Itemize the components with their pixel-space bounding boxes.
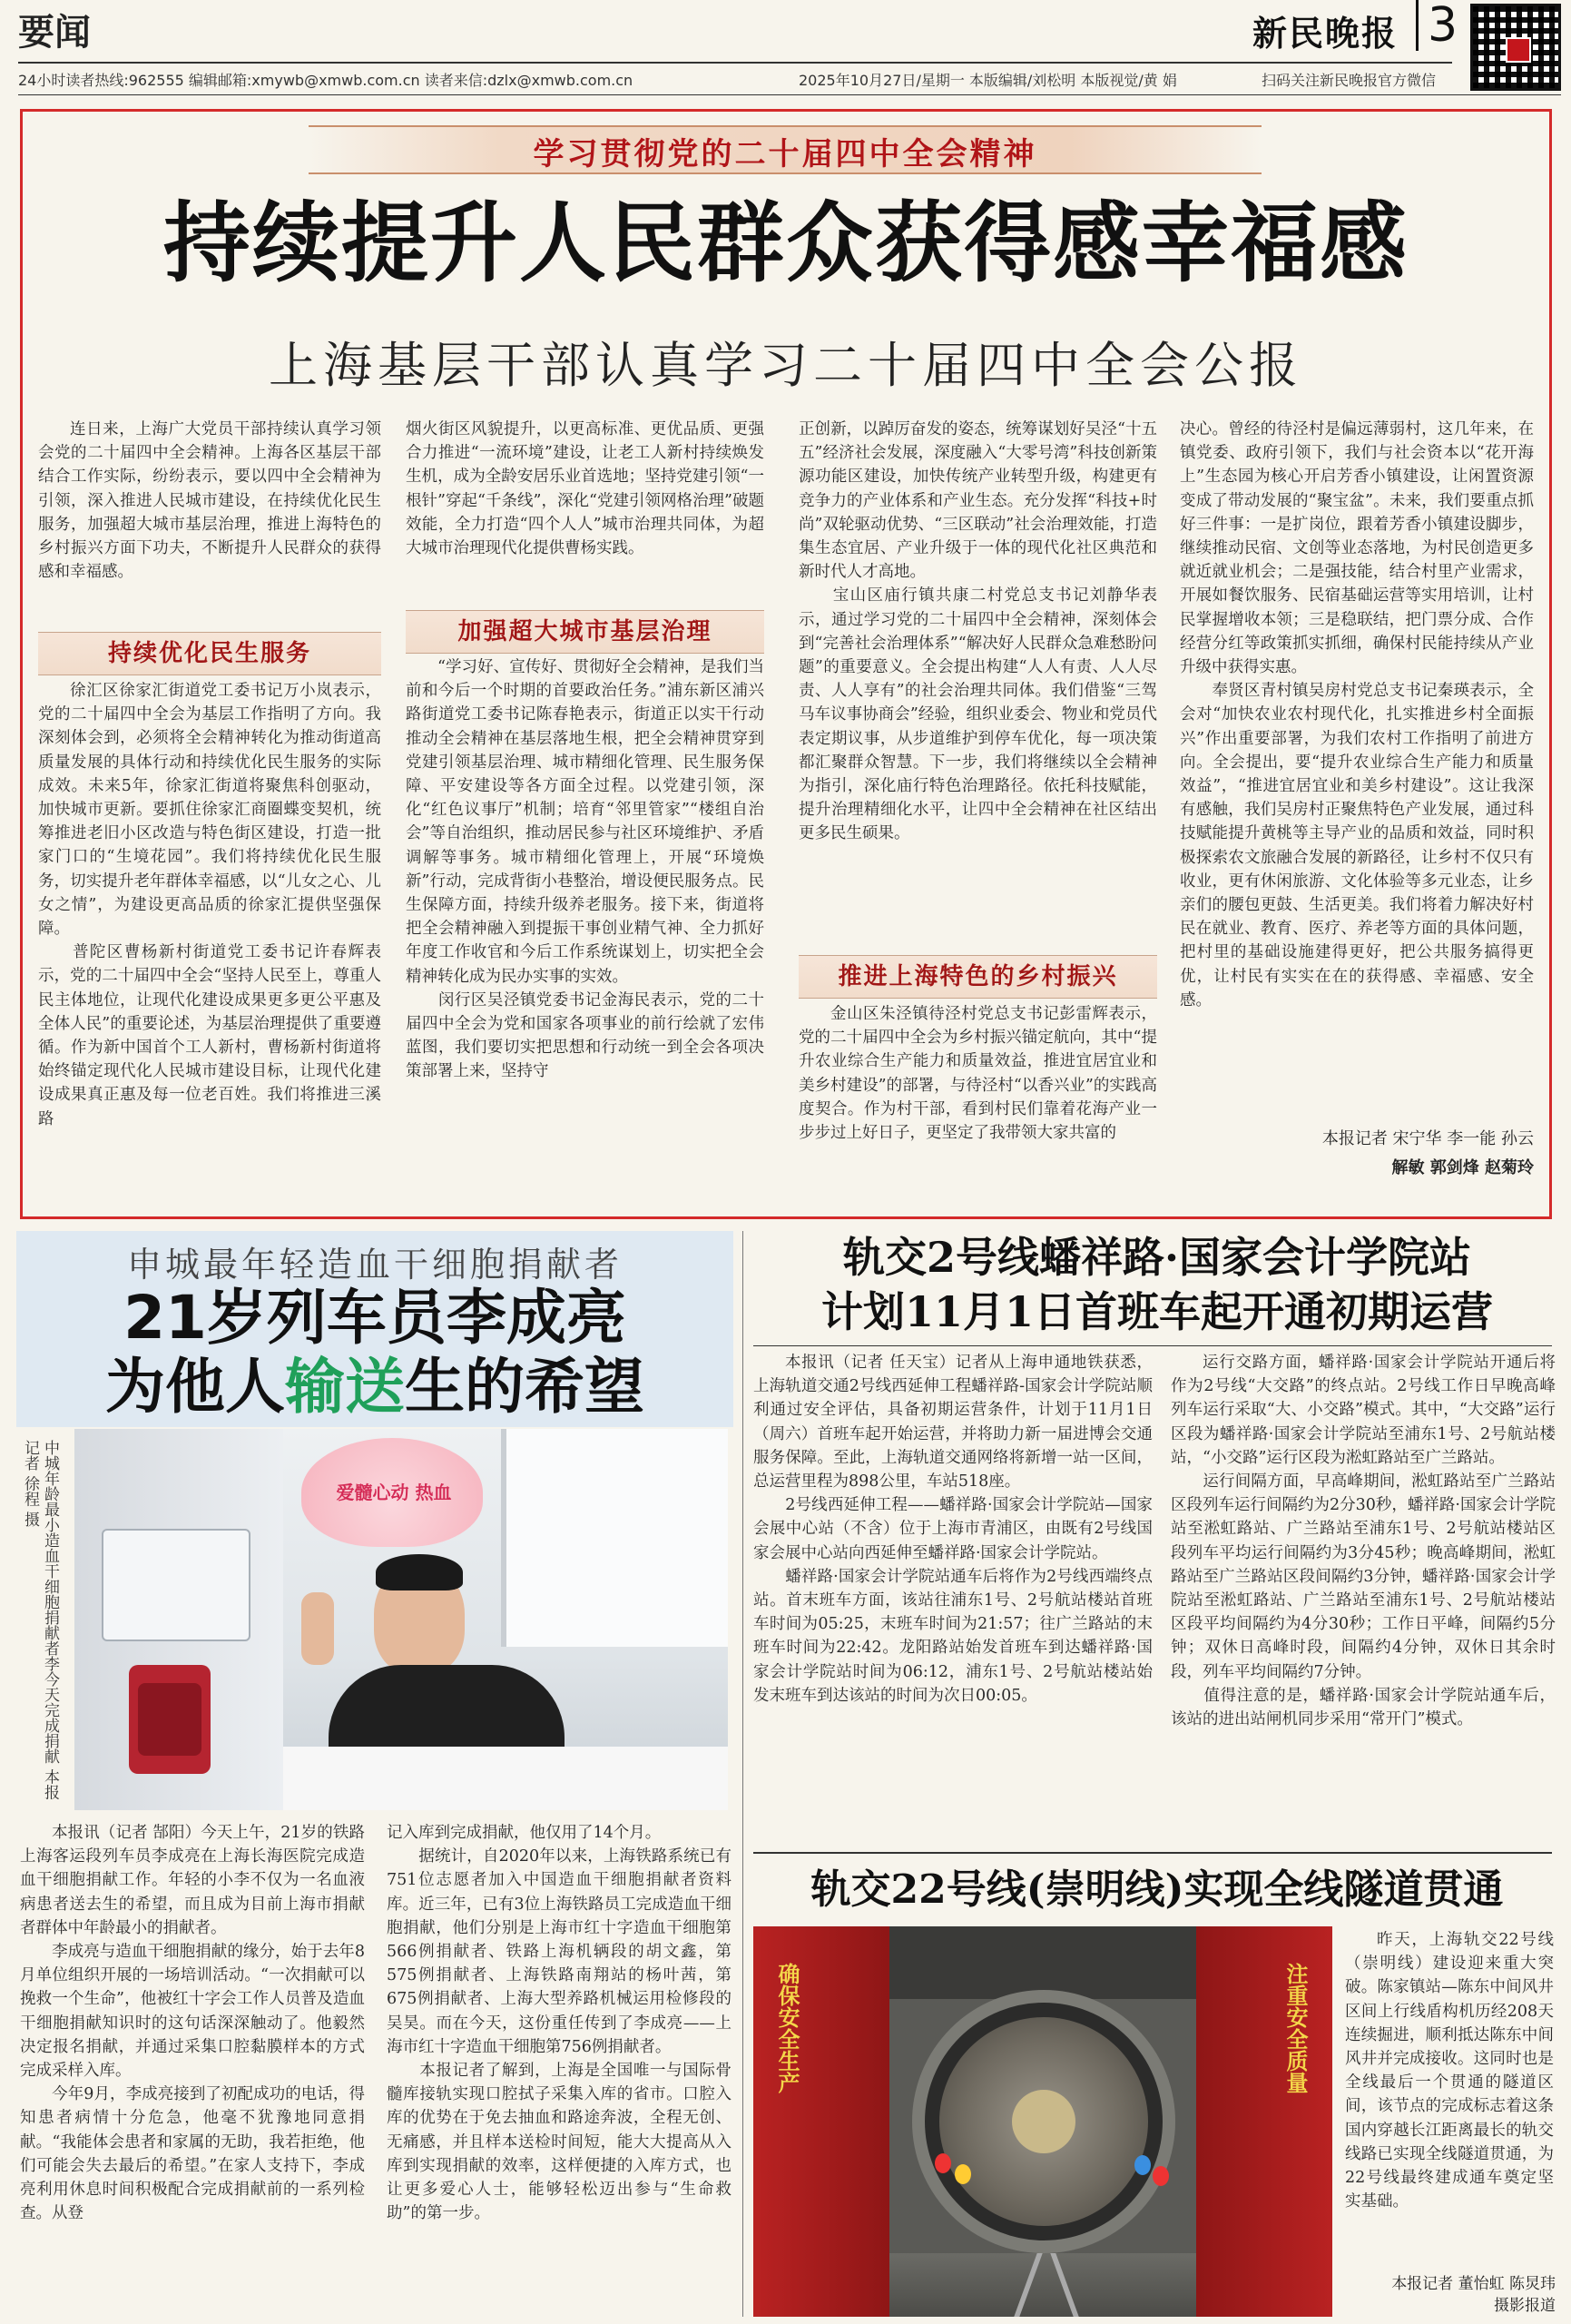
tunnel-photo (753, 1926, 1332, 2317)
lead-col4-body: 决心。曾经的待泾村是偏远薄弱村，这几年来，在镇党委、政府引领下，我们与社会资本以“花开海上”生态园为核心开启芳香小镇建设，让闲置资源变成了带动发展的“聚宝盆”。未来，我们要重点抓好三件事：一是扩岗位，跟着芳香小镇建设脚步，继续推动民宿、文创等业态落地，为村民创造更多就近就业机会；二是强技能，结合村里产业需求，开展如餐饮服务、民宿基础运营等实用培训，让村民掌握增收本领；三是稳联结，把门票分成、合作经营分红等政策抓实抓细，确保村民能持续从产业升级中获得实惠。 奉贤区青村镇吴房村党总支书记秦瑛表示，全会对“加快农业农村现代化，扎实推进乡村全面振兴”作出重要部署，为我们农村工作指明了前进方向。全会提出，要“提升农业综合生产能力和质量效益”，“推进宜居宜业和美乡村建设”。这让我深有感触，我们吴房村正聚焦特色产业发展，通过科技赋能提升黄桃等主导产业的品质和效益，同时积极探索农文旅融合发展的新路径，让乡村不仅只有收业，更有休闲旅游、文化体验等多元业态，让乡亲们的腰包更鼓、生活更美。我们将着力解决好村民在就业、教育、医疗、养老等方面的具体问题，把村里的基础设施建得更好，把公共服务搞得更优，让村民有实实在在的获得感、幸福感、安全感。 (1180, 420, 1534, 1009)
section-title: 要闻 (18, 12, 91, 54)
story2-col2: 记入库到完成捐献，他仅用了14个月。 据统计，自2020年以来，上海铁路系统已有751位志愿者加入中国造血干细胞捐献者资料库。近三年，已有3位上海铁路员工完成造血干细胞捐献，他们分别是上海市红十字造血干细胞第566例捐献者、铁路上海机辆段的胡文鑫，第575例捐献者、上海铁路南翔站的杨叶茜，第675例捐献者、上海大型养路机械运用检修段的吴昊。而在今天，这份重任传到了李成亮——上海市红十字造血干细胞第756例捐献者。 本报记者了解到，上海是全国唯一与国际骨髓库接轨实现口腔拭子采集入库的省市。口腔入库的优势在于免去抽血和路途奔波，全程无创、无痛感，并且样本送检时间短，能大大提高从入库到实现捐献的效率，这样便捷的入库方式，也让更多爱心人士，能够轻松迈出参与“生命救助”的第一步。 (387, 1824, 731, 2223)
story3-headline-2: 计划11月1日首班车起开通初期运营 (820, 1287, 1494, 1336)
story4-credit: 摄影报道 (1494, 2297, 1556, 2315)
story3-headline-1: 轨交2号线蟠祥路·国家会计学院站 (842, 1233, 1472, 1282)
lead-kicker: 学习贯彻党的二十届四中全会精神 (533, 136, 1037, 172)
wall-text-right: 注重安全质量 (1282, 1963, 1308, 2093)
lead-col1-intro: 连日来，上海广大党员干部持续认真学习领会党的二十届四中全会精神。上海各区基层干部结合工作实际，纷纷表示，要以四中全会精神为引领，深入推进人民城市建设，在持续优化民生服务，加强超大城市基层治理，推进上海特色的乡村振兴方面下功夫，不断提升人民群众的获得感和幸福感。 (38, 420, 381, 582)
lead-col2-body: “学习好、宣传好、贯彻好全会精神，是我们当前和今后一个时期的首要政治任务。”浦东新区浦兴路街道党工委书记陈春艳表示，街道正以实干行动推动全会精神在基层落地生根，把全会精神贯穿到党建引领基层治理、城市精细化管理、民生服务保障、平安建设等各方面全过程。以党建引领，深化“红色议事厅”机制；培育“邻里管家”“楼组自治会”等自治组织，推动居民参与社区环境维护、矛盾调解等事务。城市精细化管理上，开展“环境焕新”行动，完成背街小巷整治，增设便民服务点。民生保障方面，持续升级养老服务。接下来，街道将把全会精神融入到提振干事创业精气神、全力抓好年度工作收官和今后工作系统谋划上，切实把全会精神转化成为民办实事的实效。 闵行区吴泾镇党委书记金海民表示，党的二十届四中全会为党和国家各项事业的前行绘就了宏伟蓝图，我们要切实把思想和行动统一到全会各项决策部署上来，坚持守 (406, 658, 764, 1081)
story4-text: 昨天，上海轨交22号线（崇明线）建设迎来重大突破。陈家镇站—陈东中间风井区间上行线盾构机历经208天连续掘进，顺利抵达陈东中间风井并完成接收。这同时也是全线最后一个贯通的隧道区间，该节点的完成标志着这条国内穿越长江距离最长的轨交线路已实现全线隧道贯通，为22号线最终建成通车奠定坚实基础。 (1345, 1931, 1554, 2211)
headline-highlight: 输送 (285, 1352, 405, 1422)
story3-col1: 本报讯（记者 任天宝）记者从上海申通地铁获悉，上海轨道交通2号线西延伸工程蟠祥路-国家会计学院站顺利通过安全评估，具备初期运营条件，计划于11月1日（周六）首班车起开始运营，并将助力新一届进博会交通服务保障。至此，上海轨道交通网络将新增一站一区间，总运营里程为898公里，车站518座。 2号线西延伸工程——蟠祥路·国家会计学院站—国家会展中心站（不含）位于上海市青浦区，由既有2号线国家会展中心站向西延伸至蟠祥路·国家会计学院站。 蟠祥路·国家会计学院站通车后将作为2号线西端终点站。首末班车方面，该站往浦东1号、2号航站楼站首班车时间为05:25，末班车时间为21:57；往广兰路站的末班车时间为22:42。龙阳路站始发首班车到达蟠祥路·国家会计学院站时间为06:12，浦东1号、2号航站楼站始发末班车到达该站的时间为次日00:05。 (753, 1354, 1153, 1705)
date-editors: 2025年10月27日/星期一 本版编辑/刘松明 本版视觉/黄 娟 (799, 72, 1177, 89)
donor-photo (74, 1429, 728, 1810)
headline-part-c: 生的希望 (405, 1352, 644, 1422)
qr-code-icon (1470, 4, 1561, 91)
page-number: 3 (1416, 0, 1458, 51)
balloon-text: 爱髓心动 热血 (336, 1482, 452, 1503)
lead-subheading-3: 推进上海特色的乡村振兴 (799, 955, 1157, 999)
lead-subhead: 上海基层干部认真学习二十届四中全会公报 (269, 337, 1303, 394)
lead-col2-intro: 烟火街区风貌提升，以更高标准、更优品质、更强合力推进“一流环境”建设，让老工人新村持续焕发生机，成为全龄安居乐业首选地；坚持党建引领“一根针”穿起“千条线”，深化“党建引领网格治理”破题效能，全力打造“四个人人”城市治理共同体，为超大城市治理现代化提供曹杨实践。 (406, 420, 764, 558)
lead-byline-1: 本报记者 宋宁华 李一能 孙云 (1321, 1129, 1534, 1148)
lead-col3-intro: 正创新，以踔厉奋发的姿态，统筹谋划好吴泾“十五五”经济社会发展，深度融入“大零号湾”科技创新策源功能区建设，加快传统产业转型升级，构建更有竞争力的产业体系和产业生态。充分发挥“科技+时尚”双轮驱动优势、“三区联动”社会治理效能，打造集生态宜居、产业升级于一体的现代化社区典范和新时代人才高地。 宝山区庙行镇共康二村党总支书记刘静华表示，通过学习党的二十届四中全会精神，深刻体会到“完善社会治理体系”“解决好人民群众急难愁盼问题”的重要意义。全会提出构建“人人有责、人人尽责、人人享有”的社会治理共同体。我们借鉴“三驾马车议事协商会”经验，组织业委会、物业和党员代表定期议事，从步道维护到停车优化，每一项决策都汇聚群众智慧。下一步，我们将继续以全会精神为指引，深化庙行特色治理路径。依托科技赋能，提升治理精细化水平，让四中全会精神在社区结出更多民生硕果。 (799, 420, 1157, 843)
story2-col1: 本报讯（记者 郜阳）今天上午，21岁的铁路上海客运段列车员李成亮在上海长海医院完成造血干细胞捐献工作。年轻的小李不仅为一名血液病患者送去生的希望，而且成为目前上海市捐献者群体中年龄最小的捐献者。 李成亮与造血干细胞捐献的缘分，始于去年8月单位组织开展的一场培训活动。“一次捐献可以挽救一个生命”，他被红十字会工作人员普及造血干细胞捐献知识时的这句话深深触动了。他毅然决定报名捐献，并通过采集口腔黏膜样本的方式完成采样入库。 今年9月，李成亮接到了初配成功的电话，得知患者病情十分危急，他毫不犹豫地同意捐献。“我能体会患者和家属的无助，我若拒绝，他们可能会失去最后的希望。”在家人支持下，李成亮利用休息时间积极配合完成捐献前的一系列检查。从登 (20, 1824, 365, 2223)
story2-headline-1: 21岁列车员李成亮 (123, 1283, 626, 1353)
story4-headline: 轨交22号线(崇明线)实现全线隧道贯通 (810, 1866, 1504, 1913)
lead-headline: 持续提升人民群众获得感幸福感 (163, 192, 1409, 294)
donor-photo-caption: 中城年龄最小造血干细胞捐献者李今天完成捐献 本报记者 徐程 摄 (21, 1440, 59, 1800)
story3-rule (753, 1345, 1552, 1346)
hotline-text: 24小时读者热线:962555 编辑邮箱:xmywb@xmwb.com.cn 读者来信:dzlx@xmwb.com.cn (18, 72, 633, 89)
lead-subheading-2: 加强超大城市基层治理 (406, 610, 764, 654)
story2-kicker: 申城最年轻造血干细胞捐献者 (126, 1245, 623, 1285)
header-rule (18, 62, 1452, 64)
lead-subheading-1: 持续优化民生服务 (38, 632, 381, 675)
story3-bottom-rule (753, 1852, 1552, 1854)
masthead: 新民晚报 (1252, 13, 1399, 54)
story3-col2: 运行交路方面，蟠祥路·国家会计学院站开通后将作为2号线“大交路”的终点站。2号线工作日早晚高峰列车运行采取“大、小交路”模式。其中，“大交路”运行区段为蟠祥路·国家会计学院站至浦东1号、2号航站楼站，“小交路”运行区段为淞虹路站至广兰路站。 运行间隔方面，早高峰期间，淞虹路站至广兰路站区段列车运行间隔约为2分30秒，蟠祥路·国家会计学院站至淞虹路站、广兰路站至浦东1号、2号航站楼站区段列车平均运行间隔约为3分45秒；晚高峰期间，淞虹路站至广兰路站区段间隔约3分钟，蟠祥路·国家会计学院站至淞虹路站、广兰路站至浦东1号、2号航站楼站区段平均间隔约为4分30秒；工作日平峰，间隔约5分钟；双休日高峰时段，间隔约4分钟，双休日其余时段，列车平均间隔约7分钟。 值得注意的是，蟠祥路·国家会计学院站通车后，该站的进出站闸机同步采用“常开门”模式。 (1171, 1354, 1556, 1729)
lead-col3-body: 金山区朱泾镇待泾村党总支书记彭雷辉表示，党的二十届四中全会为乡村振兴锚定航向，其中“提升农业综合生产能力和质量效益，推进宜居宜业和美乡村建设”的部署，与待泾村“以香兴业”的实践高度契合。作为村干部，看到村民们靠着花海产业一步步过上好日子，更坚定了我带领大家共富的 (799, 1005, 1157, 1143)
qr-caption: 扫码关注新民晚报官方微信 (1262, 72, 1437, 89)
wall-text-left: 确保安全生产 (774, 1963, 800, 2093)
headline-part-a: 为他人 (105, 1352, 285, 1422)
story4-byline: 本报记者 董怡虹 陈炅玮 (1391, 2275, 1556, 2293)
lead-col1-body: 徐汇区徐家汇街道党工委书记万小岚表示，党的二十届四中全会为基层工作指明了方向。我深刻体会到，必须将全会精神转化为推动街道高质量发展的具体行动和持续优化民生服务的实际成效。未来5年，徐家汇街道将聚焦科创驱动，加快城市更新。要抓住徐家汇商圈蝶变契机，统筹推进老旧小区改造与特色街区建设，打造一批家门口的“生境花园”。我们将持续优化民生服务，切实提升老年群体幸福感，以“儿女之心、儿女之情”，为建设更高品质的徐家汇提供坚强保障。 普陀区曹杨新村街道党工委书记许春辉表示，党的二十届四中全会“坚持人民至上，尊重人民主体地位，让现代化建设成果更多更公平惠及全体人民”的重要论述，为基层治理提供了重要遵循。作为新中国首个工人新村，曹杨新村街道将始终锚定现代化人民城市建设目标，让现代化建设成果真正惠及每一位老百姓。我们将推进三溪路 (38, 682, 381, 1128)
story2-headline-2 (16, 1353, 733, 1422)
column-divider (742, 1231, 743, 2317)
lead-byline-2: 解敏 郭剑烽 赵菊玲 (1391, 1158, 1534, 1177)
header-rule-2 (18, 94, 1561, 95)
